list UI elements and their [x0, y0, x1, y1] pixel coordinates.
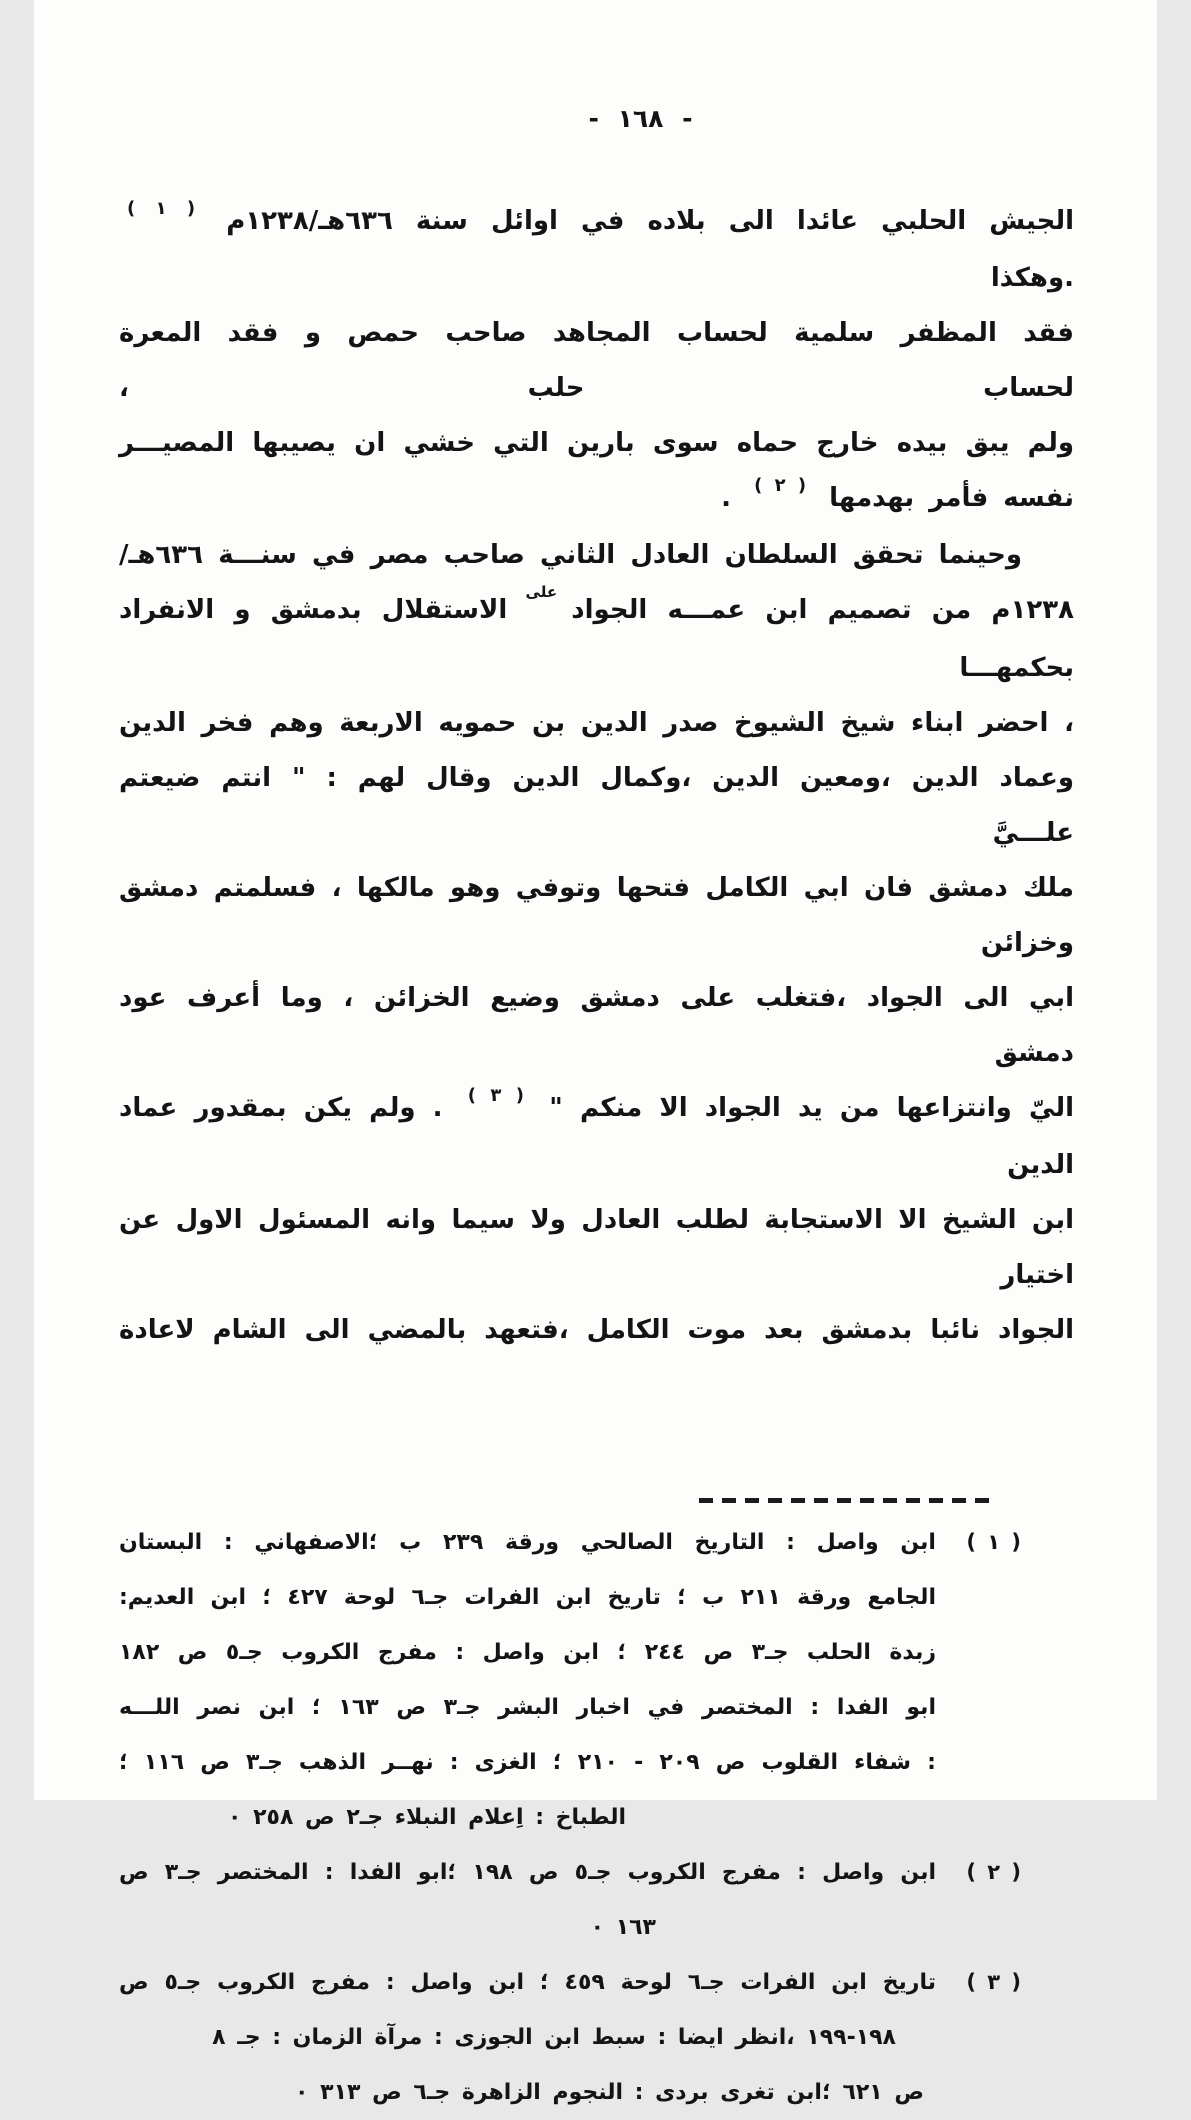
body-line [119, 583, 1074, 696]
footnote-marker: ( ١ ) [966, 1530, 1021, 1554]
body-line [119, 751, 1074, 861]
text-segment: اليّ وانتزاعها من يد الجواد الا منكم " [549, 1093, 1074, 1123]
text-segment: ولم يبق بيده خارج حماه سوى بارين التي خشي ان يصيبها المصيـــر [119, 428, 1074, 458]
footnote-ref-1: ( ١ ) [127, 198, 196, 219]
footnote-line: ابن واصل : مفرج الكروب جـ٥ ص ١٩٨ ؛ابو الفدا : المختصر جـ٣ ص [119, 1860, 936, 1885]
footnote-line: تاريخ ابن الفرات جـ٦ لوحة ٤٥٩ ؛ ابن واصل : مفرج الكروب جـ٥ ص [119, 1970, 936, 1995]
text-segment: الجواد نائبا بدمشق بعد موت الكامل ،فتعهد بالمضي الى الشام لاعادة [119, 1315, 1074, 1345]
body-line [119, 471, 1074, 528]
body-line [119, 861, 1074, 971]
footnote-separator [699, 1498, 989, 1503]
footnote-text [119, 1515, 936, 1845]
body-line [119, 416, 1074, 471]
body-line [119, 1193, 1074, 1303]
text-segment: فقد المظفر سلمية لحساب المجاهد صاحب حمص و فقد المعرة لحساب حلب ، [119, 318, 1074, 403]
footnote-text [119, 1955, 936, 2120]
body-line [119, 194, 1074, 306]
footnote-2 [119, 1845, 1021, 1955]
footnote-line: زبدة الحلب جـ٣ ص ٢٤٤ ؛ ابن واصل : مفرج الكروب جـ٥ ص ١٨٢ [119, 1640, 936, 1665]
scanned-page [34, 0, 1157, 2105]
text-segment: وعماد الدين ،ومعين الدين ،وكمال الدين وقال لهم : " انتم ضيعتم علـــيَّ [119, 763, 1074, 848]
footnote-3 [119, 1955, 1021, 2120]
body-text [119, 194, 1074, 1358]
body-line [119, 971, 1074, 1081]
footnote-line: ١٦٣ ٠ [590, 1915, 656, 1940]
footnotes [119, 1515, 1021, 2120]
footnote-line: الطباخ : اِعلام النبلاء جـ٢ ص ٢٥٨ ٠ [227, 1805, 626, 1830]
footnote-line: ابن واصل : التاريخ الصالحي ورقة ٢٣٩ ب ؛الاصفهاني : البستان [119, 1530, 936, 1555]
text-segment: .وهكذا [990, 263, 1074, 293]
footnote-line: ١٩٨-١٩٩ ،انظر ايضا : سبط ابن الجوزى : مرآة الزمان : جـ ٨ [212, 2025, 896, 2050]
footnote-line: ابو الفدا : المختصر في اخبار البشر جـ٣ ص ١٦٣ ؛ ابن نصر اللـــه [119, 1695, 936, 1720]
text-segment: . ولم يكن بمقدور عماد الدين [119, 1093, 1074, 1180]
body-line [119, 528, 1074, 583]
text-segment: ابي الى الجواد ،فتغلب على دمشق وضيع الخزائن ، وما أعرف عود دمشق [119, 983, 1074, 1068]
text-segment: ١٢٣٨م من تصميم ابن عمـــه الجواد [571, 595, 1074, 625]
page-number: - ١٦٨ - [588, 104, 693, 133]
text-segment: ملك دمشق فان ابي الكامل فتحها وتوفي وهو مالكها ، فسلمتم دمشق وخزائن [119, 873, 1074, 958]
text-segment: ، احضر ابناء شيخ الشيوخ صدر الدين بن حمويه الاربعة وهم فخر الدين [119, 708, 1074, 738]
footnote-marker: ( ٢ ) [966, 1860, 1021, 1884]
footnote-ref-2: ( ٢ ) [754, 475, 807, 496]
footnote-line: ص ٦٢١ ؛ابن تغرى بردى : النجوم الزاهرة جـ٦ ص ٣١٣ ٠ [295, 2080, 924, 2105]
footnote-line: الجامع ورقة ٢١١ ب ؛ تاريخ ابن الفرات جـ٦ لوحة ٤٢٧ ؛ ابن العديم: [119, 1585, 936, 1610]
text-segment: الاستقلال بدمشق و الانفراد بحكمهـــا [119, 595, 1074, 683]
interlinear-correction: على [525, 583, 558, 601]
footnote-marker: ( ٣ ) [966, 1970, 1021, 1994]
footnote-text [119, 1845, 936, 1955]
body-line [119, 696, 1074, 751]
text-segment: . [721, 483, 732, 513]
body-line [119, 1303, 1074, 1358]
footnote-ref-3: ( ٣ ) [467, 1085, 525, 1106]
footnote-1 [119, 1515, 1021, 1845]
text-segment: وحينما تحقق السلطان العادل الثاني صاحب مصر في سنـــة ٦٣٦هـ/ [119, 540, 1022, 570]
footnote-line: : شفاء القلوب ص ٢٠٩ - ٢١٠ ؛ الغزى : نهــر الذهب جـ٣ ص ١١٦ ؛ [119, 1750, 936, 1775]
text-segment: ابن الشيخ الا الاستجابة لطلب العادل ولا سيما وانه المسئول الاول عن اختيار [119, 1205, 1074, 1290]
body-line [119, 1081, 1074, 1193]
text-segment: نفسه فأمر بهدمها [829, 483, 1074, 513]
body-line [119, 306, 1074, 416]
text-segment: الجيش الحلبي عائدا الى بلاده في اوائل سنة ٦٣٦هـ/١٢٣٨م [226, 206, 1075, 236]
